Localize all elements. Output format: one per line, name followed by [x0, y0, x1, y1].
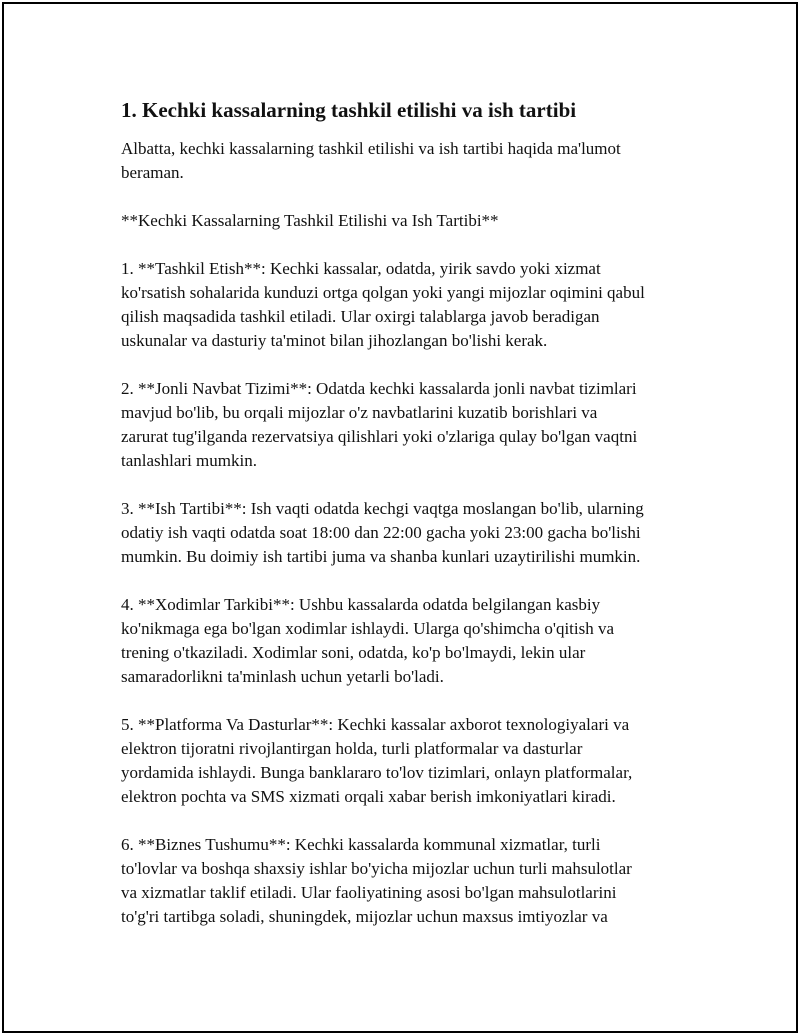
- page-frame: [2, 2, 798, 1033]
- document-title: 1. Kechki kassalarning tashkil etilishi va ish tartibi: [121, 98, 577, 122]
- paragraph-item-3: 3. **Ish Tartibi**: Ish vaqti odatda kechgi vaqtga moslangan bo'lib, ularning odatiy ish vaqti odatda soat 18:00 dan 22:00 gacha yoki 23:00 gacha bo'lishi mumkin. Bu doimiy ish tartibi juma va shanba kunlari uzaytirilishi mumkin.: [121, 499, 644, 566]
- paragraph-item-2: 2. **Jonli Navbat Tizimi**: Odatda kechki kassalarda jonli navbat tizimlari mavjud bo'lib, bu orqali mijozlar o'z navbatlarini kuzatib borishlari va zarurat tug'ilganda rezervatsiya qilishlari yoki o'zlariga qulay bo'lgan vaqtni tanlashlari mumkin.: [121, 379, 638, 470]
- paragraph-item-6: 6. **Biznes Tushumu**: Kechki kassalarda kommunal xizmatlar, turli to'lovlar va boshqa shaxsiy ishlar bo'yicha mijozlar uchun turli mahsulotlar va xizmatlar taklif etiladi. Ular faoliyatining asosi bo'lgan mahsulotlarini to'g'ri tartibga soladi, shuningdek, mijozlar uchun maxsus imtiyozlar va: [121, 835, 632, 926]
- paragraph-gap: [121, 689, 701, 713]
- paragraph-heading: **Kechki Kassalarning Tashkil Etilishi va Ish Tartibi**: [121, 211, 499, 230]
- document-body: [121, 96, 701, 929]
- paragraph-intro: Albatta, kechki kassalarning tashkil etilishi va ish tartibi haqida ma'lumot beraman.: [121, 139, 621, 182]
- paragraph-gap: [121, 809, 701, 833]
- paragraph-item-1: 1. **Tashkil Etish**: Kechki kassalar, odatda, yirik savdo yoki xizmat ko'rsatish sohalarida kunduzi ortga qolgan yoki yangi mijozlar oqimini qabul qilish maqsadida tashkil etiladi. Ular oxirgi talablarga javob beradigan uskunalar va dasturiy ta'minot bilan jihozlangan bo'lishi kerak.: [121, 259, 645, 350]
- paragraph-item-4: 4. **Xodimlar Tarkibi**: Ushbu kassalarda odatda belgilangan kasbiy ko'nikmaga ega bo'lgan xodimlar ishlaydi. Ularga qo'shimcha o'qitish va trening o'tkaziladi. Xodimlar soni, odatda, ko'p bo'lmaydi, lekin ular samaradorlikni ta'minlash uchun yetarli bo'ladi.: [121, 595, 615, 686]
- paragraph-gap: [121, 353, 701, 377]
- paragraph-gap: [121, 473, 701, 497]
- paragraph-gap: [121, 233, 701, 257]
- paragraph-item-5: 5. **Platforma Va Dasturlar**: Kechki kassalar axborot texnologiyalari va elektron tijoratni rivojlantirgan holda, turli platformalar va dasturlar yordamida ishlaydi. Bunga banklararo to'lov tizimlari, onlayn platformalar, elektron pochta va SMS xizmati orqali xabar berish imkoniyatlari kiradi.: [121, 715, 633, 806]
- paragraph-gap: [121, 569, 701, 593]
- paragraph-gap: [121, 185, 701, 209]
